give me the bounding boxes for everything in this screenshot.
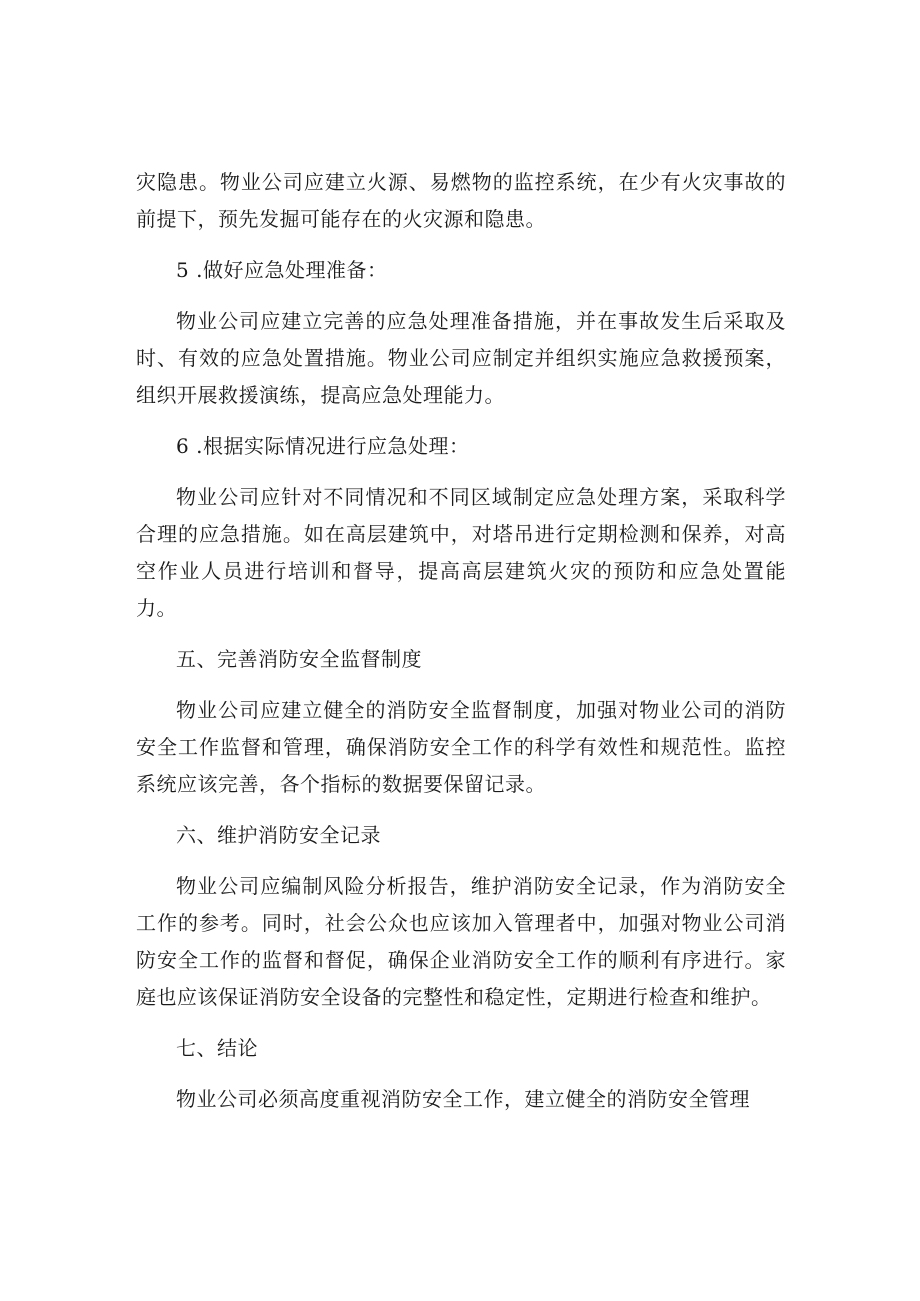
paragraph: 物业公司必须高度重视消防安全工作，建立健全的消防安全管理: [176, 1087, 750, 1111]
section-heading-five: 五、完善消防安全监督制度: [176, 647, 422, 671]
section-heading-5: 5 .做好应急处理准备：: [176, 258, 388, 282]
section-heading-six: 六、维护消防安全记录: [176, 823, 381, 847]
paragraph-continued: 灾隐患。物业公司应建立火源、易燃物的监控系统，在少有火灾事故的前提下，预先发掘可能存在的火灾源和隐患。: [136, 170, 786, 231]
paragraph: 物业公司应建立健全的消防安全监督制度，加强对物业公司的消防安全工作监督和管理，确保消防安全工作的科学有效性和规范性。监控系统应该完善，各个指标的数据要保留记录。: [136, 698, 786, 796]
section-heading-seven: 七、结论: [176, 1036, 258, 1060]
section-heading-6: 6 .根据实际情况进行应急处理：: [176, 434, 470, 458]
document-body: [136, 164, 786, 1132]
paragraph: 物业公司应针对不同情况和不同区域制定应急处理方案，采取科学合理的应急措施。如在高层建筑中，对塔吊进行定期检测和保养，对高空作业人员进行培训和督导，提高高层建筑火灾的预防和应急处置能力。: [136, 485, 786, 620]
paragraph: 物业公司应编制风险分析报告，维护消防安全记录，作为消防安全工作的参考。同时，社会公众也应该加入管理者中，加强对物业公司消防安全工作的监督和督促，确保企业消防安全工作的顺利有序进行。家庭也应该保证消防安全设备的完整性和稳定性，定期进行检查和维护。: [136, 874, 786, 1009]
paragraph: 物业公司应建立完善的应急处理准备措施，并在事故发生后采取及时、有效的应急处置措施。物业公司应制定并组织实施应急救援预案，组织开展救援演练，提高应急处理能力。: [136, 309, 786, 407]
